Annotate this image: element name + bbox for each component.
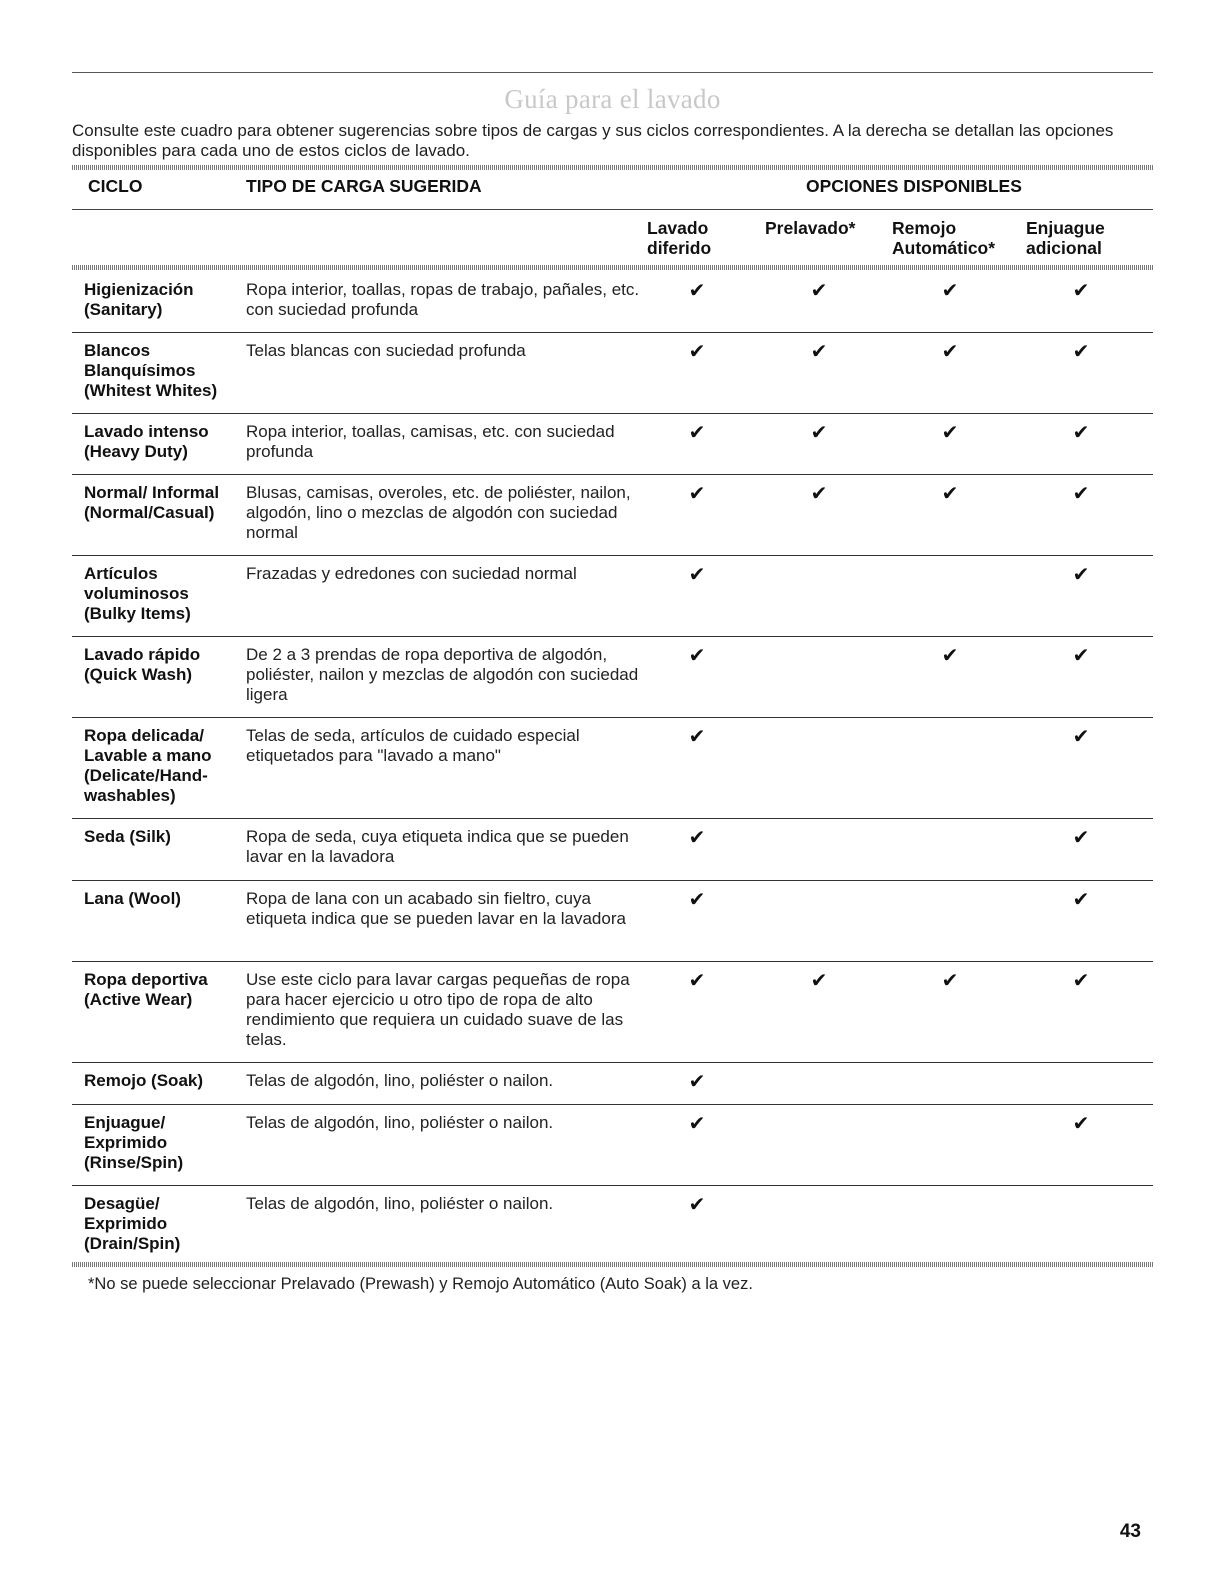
row-divider [72, 1185, 1153, 1186]
cycle-name: Ropa deportiva (Active Wear) [84, 970, 208, 1009]
dotted-divider [72, 1262, 1153, 1267]
load-description: Use este ciclo para lavar cargas pequeñas de ropa para hacer ejercicio u otro tipo de ropa de alto rendimiento que requiera un cuidado suave de las telas. [246, 970, 630, 1049]
cycle-name: Lana (Wool) [84, 889, 181, 908]
row-divider [72, 332, 1153, 333]
header-divider [72, 209, 1153, 210]
load-description: Frazadas y edredones con suciedad normal [246, 564, 577, 583]
load-description: Ropa de seda, cuya etiqueta indica que se pueden lavar en la lavadora [246, 827, 629, 866]
row-divider [72, 961, 1153, 962]
load-description: Telas de algodón, lino, poliéster o nailon. [246, 1071, 554, 1090]
intro-text: Consulte este cuadro para obtener sugerencias sobre tipos de cargas y sus ciclos correspondientes. A la derecha se detallan las opciones disponibles para cada uno de estos ciclos de lavado. [72, 121, 1114, 160]
dotted-divider [72, 265, 1153, 270]
cycle-name: Normal/ Informal (Normal/Casual) [84, 483, 220, 522]
checkmark-icon: ✔ [1072, 422, 1090, 444]
option-column-header [647, 218, 711, 258]
load-description: Telas de algodón, lino, poliéster o nailon. [246, 1194, 554, 1213]
load-description: Ropa interior, toallas, ropas de trabajo, pañales, etc. con suciedad profunda [246, 280, 640, 319]
top-rule [72, 72, 1153, 73]
option-header-line1: Remojo [892, 218, 957, 238]
cycle-name: Lavado intenso (Heavy Duty) [84, 422, 209, 461]
cycle-name: Desagüe/ Exprimido (Drain/Spin) [84, 1194, 181, 1253]
footnote: *No se puede seleccionar Prelavado (Prewash) y Remojo Automático (Auto Soak) a la vez. [88, 1275, 753, 1293]
checkmark-icon: ✔ [1072, 889, 1090, 911]
checkmark-icon: ✔ [810, 280, 828, 302]
row-divider [72, 413, 1153, 414]
load-description: Telas blancas con suciedad profunda [246, 341, 526, 360]
checkmark-icon: ✔ [1072, 827, 1090, 849]
option-header-line1: Enjuague [1026, 218, 1105, 238]
checkmark-icon: ✔ [941, 422, 959, 444]
load-description: Ropa de lana con un acabado sin fieltro, cuya etiqueta indica que se pueden lavar en la lavadora [246, 889, 626, 928]
option-header-line2: diferido [647, 238, 712, 258]
cycle-name: Seda (Silk) [84, 827, 171, 846]
load-description: Ropa interior, toallas, camisas, etc. con suciedad profunda [246, 422, 615, 461]
checkmark-icon: ✔ [688, 422, 706, 444]
cycle-name: Ropa delicada/ Lavable a mano (Delicate/Hand-washables) [84, 726, 212, 805]
checkmark-icon: ✔ [688, 645, 706, 667]
option-header-line2: adicional [1026, 238, 1102, 258]
cycle-name: Higienización (Sanitary) [84, 280, 194, 319]
checkmark-icon: ✔ [1072, 564, 1090, 586]
header-cycle: CICLO [88, 176, 143, 196]
row-divider [72, 474, 1153, 475]
checkmark-icon: ✔ [1072, 280, 1090, 302]
row-divider [72, 555, 1153, 556]
option-column-header [765, 218, 855, 238]
load-description: Telas de seda, artículos de cuidado especial etiquetados para "lavado a mano" [246, 726, 580, 765]
checkmark-icon: ✔ [810, 970, 828, 992]
checkmark-icon: ✔ [1072, 645, 1090, 667]
option-header-line1: Prelavado* [765, 218, 856, 238]
row-divider [72, 880, 1153, 881]
checkmark-icon: ✔ [810, 341, 828, 363]
cycle-name: Lavado rápido (Quick Wash) [84, 645, 201, 684]
checkmark-icon: ✔ [1072, 483, 1090, 505]
checkmark-icon: ✔ [941, 645, 959, 667]
load-description: Blusas, camisas, overoles, etc. de poliéster, nailon, algodón, lino o mezclas de algodón con suciedad normal [246, 483, 631, 542]
checkmark-icon: ✔ [941, 483, 959, 505]
option-column-header [892, 218, 995, 258]
cycle-name: Blancos Blanquísimos (Whitest Whites) [84, 341, 218, 400]
option-header-line2: Automático* [892, 238, 996, 258]
row-divider [72, 818, 1153, 819]
checkmark-icon: ✔ [810, 422, 828, 444]
checkmark-icon: ✔ [688, 564, 706, 586]
checkmark-icon: ✔ [688, 1113, 706, 1135]
checkmark-icon: ✔ [941, 970, 959, 992]
page-title: Guía para el lavado [504, 84, 721, 114]
checkmark-icon: ✔ [688, 726, 706, 748]
cycle-name: Remojo (Soak) [84, 1071, 204, 1090]
checkmark-icon: ✔ [941, 280, 959, 302]
checkmark-icon: ✔ [688, 1194, 706, 1216]
header-options: OPCIONES DISPONIBLES [806, 176, 1022, 196]
cycle-name: Artículos voluminosos (Bulky Items) [84, 564, 191, 623]
checkmark-icon: ✔ [688, 483, 706, 505]
checkmark-icon: ✔ [688, 827, 706, 849]
row-divider [72, 717, 1153, 718]
row-divider [72, 1062, 1153, 1063]
checkmark-icon: ✔ [688, 1071, 706, 1093]
cycle-name: Enjuague/ Exprimido (Rinse/Spin) [84, 1113, 184, 1172]
checkmark-icon: ✔ [1072, 726, 1090, 748]
header-load-type: TIPO DE CARGA SUGERIDA [246, 176, 482, 196]
checkmark-icon: ✔ [1072, 341, 1090, 363]
checkmark-icon: ✔ [688, 280, 706, 302]
page-number: 43 [1119, 1521, 1141, 1542]
dotted-divider [72, 165, 1153, 170]
checkmark-icon: ✔ [1072, 1113, 1090, 1135]
row-divider [72, 1104, 1153, 1105]
checkmark-icon: ✔ [688, 341, 706, 363]
row-divider [72, 636, 1153, 637]
option-column-header [1026, 218, 1105, 258]
checkmark-icon: ✔ [1072, 970, 1090, 992]
checkmark-icon: ✔ [688, 889, 706, 911]
option-header-line1: Lavado [647, 218, 709, 238]
checkmark-icon: ✔ [688, 970, 706, 992]
checkmark-icon: ✔ [941, 341, 959, 363]
checkmark-icon: ✔ [810, 483, 828, 505]
load-description: De 2 a 3 prendas de ropa deportiva de algodón, poliéster, nailon y mezclas de algodón con suciedad ligera [246, 645, 639, 704]
load-description: Telas de algodón, lino, poliéster o nailon. [246, 1113, 554, 1132]
